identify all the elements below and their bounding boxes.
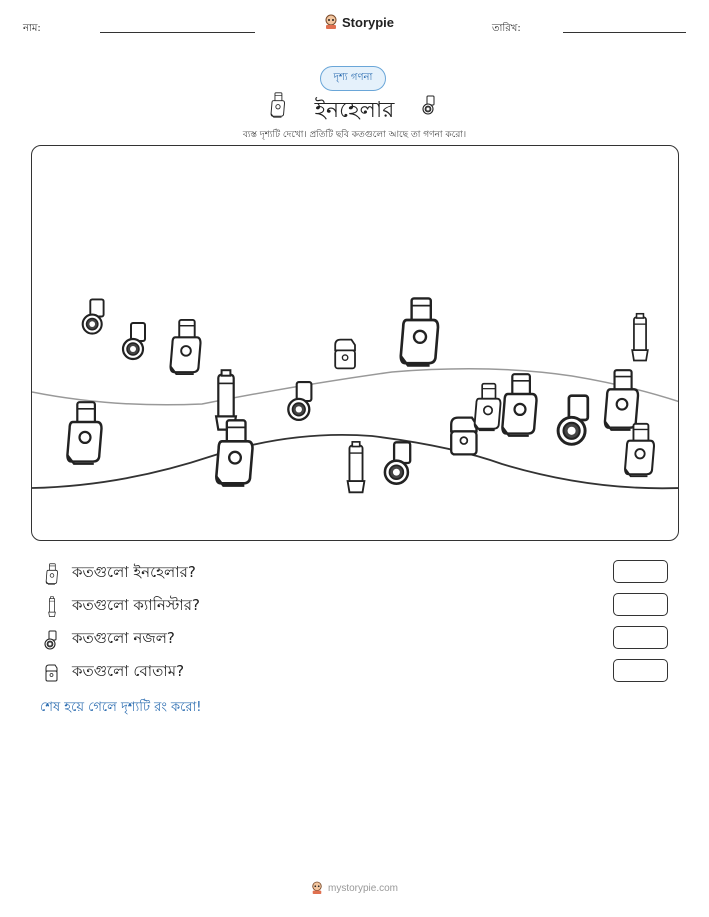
answer-box-button[interactable] [613,659,668,682]
canister-icon [42,596,62,618]
inhaler-icon [42,563,62,585]
scene-canister [632,314,648,361]
name-line[interactable] [100,32,255,33]
scene-nozzle [83,299,104,333]
inhaler-icon [420,92,440,118]
scene-nozzle [558,396,588,445]
scene-button [335,340,355,369]
question-inhaler [42,561,196,586]
question-nozzle [42,627,175,652]
answer-box-inhaler[interactable] [613,560,668,583]
scene-inhaler [625,424,654,476]
counting-scene [31,145,679,541]
scene-inhaler [171,320,201,374]
scene-inhaler [605,370,638,430]
scene-canister [348,442,365,492]
scene-button [451,418,476,455]
finish-note: শেষ হয়ে গেলে দৃশ্যটি রং করো! [40,700,202,715]
instruction-text: ব্যস্ত দৃশ্যটি দেখো। প্রতিটি ছবি কতগুলো আছে তা গণনা করো। [242,130,467,140]
brand-logo [324,14,394,30]
storypie-logo-icon [324,14,338,30]
button-icon [42,662,62,684]
question-text: কতগুলো ইনহেলার? [72,563,196,581]
answer-box-canister[interactable] [613,593,668,616]
storypie-logo-icon [311,881,323,895]
scene-nozzle [385,442,410,483]
scene-inhaler [401,298,438,365]
scene-inhaler [502,374,536,436]
scene-inhaler [67,402,101,464]
nozzle-icon [42,629,62,651]
date-label: তারিখ: [492,23,521,34]
question-button [42,660,184,685]
scene-nozzle [123,323,145,359]
question-text: কতগুলো বোতাম? [72,662,185,680]
brand-name: Storypie [342,14,395,30]
question-text: কতগুলো ক্যানিস্টার? [72,596,200,614]
footer [0,881,709,895]
question-text: কতগুলো নজল? [72,629,175,647]
footer-url: mystorypie.com [327,882,398,894]
name-label: নাম: [23,23,41,34]
scene-illustration [32,146,679,541]
scene-inhaler [475,384,501,431]
answer-box-nozzle[interactable] [613,626,668,649]
category-badge: দৃশ্য গণনা [320,66,386,91]
question-canister [42,594,200,619]
page-title: ইনহেলার [314,98,395,123]
date-line[interactable] [563,32,686,33]
